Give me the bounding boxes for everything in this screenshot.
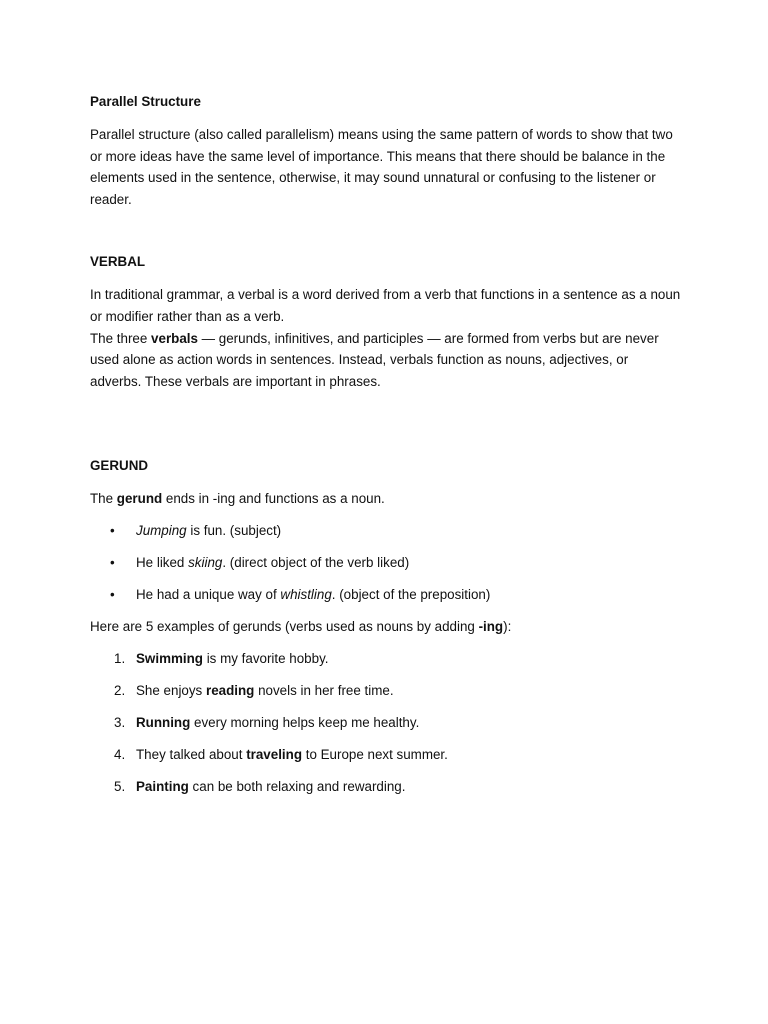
list-item bbox=[90, 744, 682, 766]
verbal-term-bold: verbals bbox=[151, 330, 198, 346]
heading-gerund: GERUND bbox=[90, 458, 149, 474]
example-gerund: Swimming bbox=[136, 651, 203, 667]
gerund-intro bbox=[90, 488, 682, 510]
bullet-italic: whistling bbox=[280, 587, 332, 603]
examples-intro-post: ): bbox=[503, 619, 512, 635]
bullet-icon: • bbox=[110, 555, 115, 571]
example-pre: They talked about bbox=[136, 747, 247, 763]
example-gerund: reading bbox=[205, 683, 255, 699]
example-post: novels in her free time. bbox=[254, 683, 394, 699]
bullet-pre: He liked bbox=[136, 555, 189, 571]
list-number: 4. bbox=[114, 747, 126, 763]
gerund-bullet-list bbox=[90, 520, 682, 606]
verbal-text-pre: The three bbox=[90, 330, 152, 346]
example-gerund: Painting bbox=[136, 779, 189, 795]
example-post: is my favorite hobby. bbox=[202, 651, 329, 667]
list-item bbox=[90, 712, 682, 734]
examples-intro bbox=[90, 616, 682, 638]
gerund-intro-post: ends in -ing and functions as a noun. bbox=[162, 491, 385, 507]
examples-intro-pre: Here are 5 examples of gerunds (verbs used as nouns by adding bbox=[90, 619, 479, 635]
verbal-text-post: — gerunds, infinitives, and participles — are formed from verbs but are never used alone as action words in sentences. Instead, verbals function as nouns, adjectives, or adverbs. These verbals are important in phrases. bbox=[90, 330, 659, 389]
document-page bbox=[90, 92, 682, 798]
bullet-italic: skiing bbox=[188, 555, 223, 571]
example-pre: She enjoys bbox=[136, 683, 206, 699]
example-post: can be both relaxing and rewarding. bbox=[188, 779, 406, 795]
heading-parallel-structure: Parallel Structure bbox=[90, 94, 201, 109]
bullet-post: . (direct object of the verb liked) bbox=[222, 555, 410, 571]
list-number: 2. bbox=[114, 683, 126, 699]
list-number: 5. bbox=[114, 779, 126, 795]
list-number: 3. bbox=[114, 715, 126, 731]
gerund-intro-pre: The bbox=[90, 491, 117, 507]
list-item bbox=[90, 648, 682, 670]
example-post: to Europe next summer. bbox=[302, 747, 448, 763]
gerund-term-bold: gerund bbox=[116, 491, 163, 507]
example-gerund: traveling bbox=[246, 747, 302, 763]
list-item bbox=[90, 520, 682, 542]
list-item bbox=[90, 680, 682, 702]
example-gerund: Running bbox=[136, 715, 191, 731]
bullet-icon: • bbox=[110, 587, 115, 603]
bullet-italic: Jumping bbox=[136, 523, 187, 539]
list-item bbox=[90, 552, 682, 574]
list-number: 1. bbox=[114, 651, 126, 667]
verbal-paragraph bbox=[90, 284, 682, 392]
bullet-post: is fun. (subject) bbox=[186, 523, 282, 539]
bullet-icon: • bbox=[110, 523, 115, 539]
bullet-pre: He had a unique way of bbox=[136, 587, 281, 603]
list-item bbox=[90, 776, 682, 798]
heading-verbal: VERBAL bbox=[90, 254, 146, 270]
list-item bbox=[90, 584, 682, 606]
bullet-post: . (object of the preposition) bbox=[331, 587, 491, 603]
verbal-definition: In traditional grammar, a verbal is a word derived from a verb that functions in a sentence as a noun or modifier rather than as a verb. bbox=[90, 287, 681, 324]
gerund-examples-list bbox=[90, 648, 682, 798]
examples-intro-bold: -ing bbox=[478, 619, 504, 635]
example-post: every morning helps keep me healthy. bbox=[190, 715, 420, 731]
parallel-structure-paragraph: Parallel structure (also called parallelism) means using the same pattern of words to show that two or more ideas have the same level of importance. This means that there should be balance in the elements used in the sentence, otherwise, it may sound unnatural or confusing to the listener or reader. bbox=[90, 127, 673, 207]
